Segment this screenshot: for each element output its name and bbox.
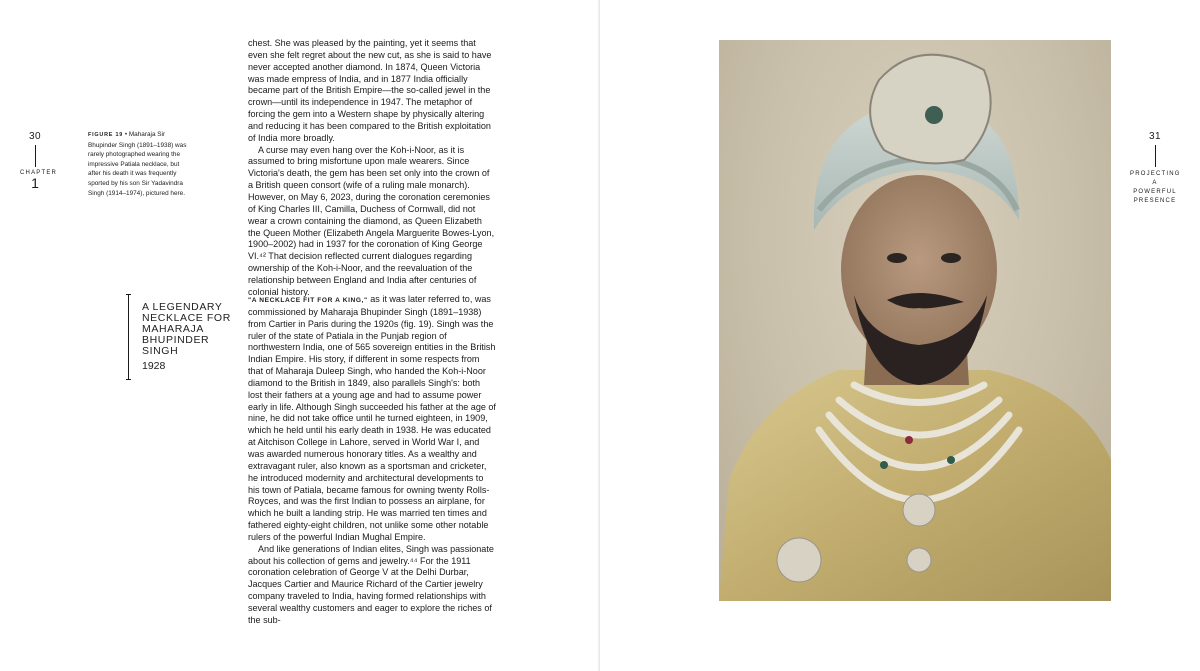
right-folio <box>1130 131 1180 206</box>
caption-text: • Maharaja Sir Bhupinder Singh (1891–1938) was rarely photographed wearing the impressive Patiala necklace, but after his death it was frequently sported by his son Sir Yadavindra Singh (1914–1974), pictured here. <box>88 131 187 197</box>
portrait-photograph <box>719 40 1111 601</box>
left-folio <box>20 131 58 191</box>
paragraph-4: And like generations of Indian elites, Singh was passionate about his collection of gems and jewelry.⁴⁴ For the 1911 coronation celebration of George V at the Delhi Durbar, Jacques Cartier and Maurice Richard of the Cartier jewelry company traveled to India, having formed relationships with several wealthy customers and eager to explore the riches of the sub- <box>248 543 494 625</box>
figure-caption <box>88 130 190 198</box>
section-title: A LEGENDARY NECKLACE FOR MAHARAJA BHUPINDER SINGH <box>142 301 231 357</box>
text-column-bottom <box>248 294 496 627</box>
running-head-line: A <box>1152 180 1158 186</box>
paragraph-1: chest. She was pleased by the painting, yet it seems that even she felt regret about the new cut, as she is said to have never accepted another diamond. In 1874, Queen Victoria was made empress of India, and in 1877 India officially became part of the British Empire—the so-called jewel in the crown—until its independence in 1947. The metaphor of forcing the gem into a Western shape by physically altering and reducing it has been compared to the British exploitation of India more broadly. <box>248 38 492 143</box>
portrait-illustration <box>719 40 1111 601</box>
folio-rule-right <box>1155 145 1156 167</box>
section-heading <box>128 294 238 380</box>
figure-label: FIGURE 19 <box>88 132 124 138</box>
running-head-line: PRESENCE <box>1133 198 1177 204</box>
section-lead-in: "A NECKLACE FIT FOR A KING," <box>248 297 368 304</box>
folio-rule <box>35 145 36 167</box>
running-head-line: PROJECTING <box>1130 171 1181 177</box>
page-number-right: 31 <box>1148 131 1162 142</box>
paragraph-2: A curse may even hang over the Koh-i-Noor, as it is assumed to bring misfortune upon male wearers. Since Victoria's death, the gem has been set only into the crown of a British queen consort (wife of a ruling male monarch). However, on May 6, 2023, during the coronation ceremonies of King Charles III, Camilla, Duchess of Cornwall, did not wear a crown containing the diamond, as Queen Elizabeth the Queen Mother (Elizabeth Angela Marguerite Bowes-Lyon, 1900–2002) had in 1937 for the coronation of King George VI.⁴² That decision reflected current dialogues regarding ownership of the Koh-i-Noor, and the reevaluation of the relationship between England and India after centuries of colonial history. <box>248 144 495 297</box>
text-column-top <box>248 38 496 299</box>
section-year: 1928 <box>142 360 166 372</box>
running-head <box>1130 170 1180 206</box>
paragraph-3: as it was later referred to, was commissioned by Maharaja Bhupinder Singh (1891–1938) from Cartier in Paris during the 1920s (fig. 19). Singh was the ruler of the state of Patiala in the Punjab region of northwestern India, one of 565 sovereign entities in the British Indian Empire. His story, if different in some respects from that of Maharaja Duleep Singh, who handed the Koh-i-Noor diamond to the British in 1849, also parallels Singh's: both lost their fathers at a young age and had to assume power early in life. Although Singh succeeded his father at the age of nine, he did not take office until he turned eighteen, in 1909, which he held until his early death in 1938. He was educated at Aitchison College in Lahore, served in World War I, and was awarded numerous honorary titles. As a wealthy and extravagant ruler, also known as a sportsman and cricketer, he introduced modernity and architectural developments to his town of Patiala, became famous for owning twenty Rolls-Royces, and was the first Indian to possess an airplane, for which he built a landing strip. He was married ten times and fathered eighty-eight children, not unlike some other notable rulers of the powerful Indian Mughal Empire. <box>248 294 496 542</box>
chapter-label: CHAPTER <box>20 170 58 176</box>
running-head-line: POWERFUL <box>1133 189 1177 195</box>
page-number-left: 30 <box>28 131 42 142</box>
chapter-number: 1 <box>31 175 39 191</box>
heading-rule <box>128 294 129 380</box>
